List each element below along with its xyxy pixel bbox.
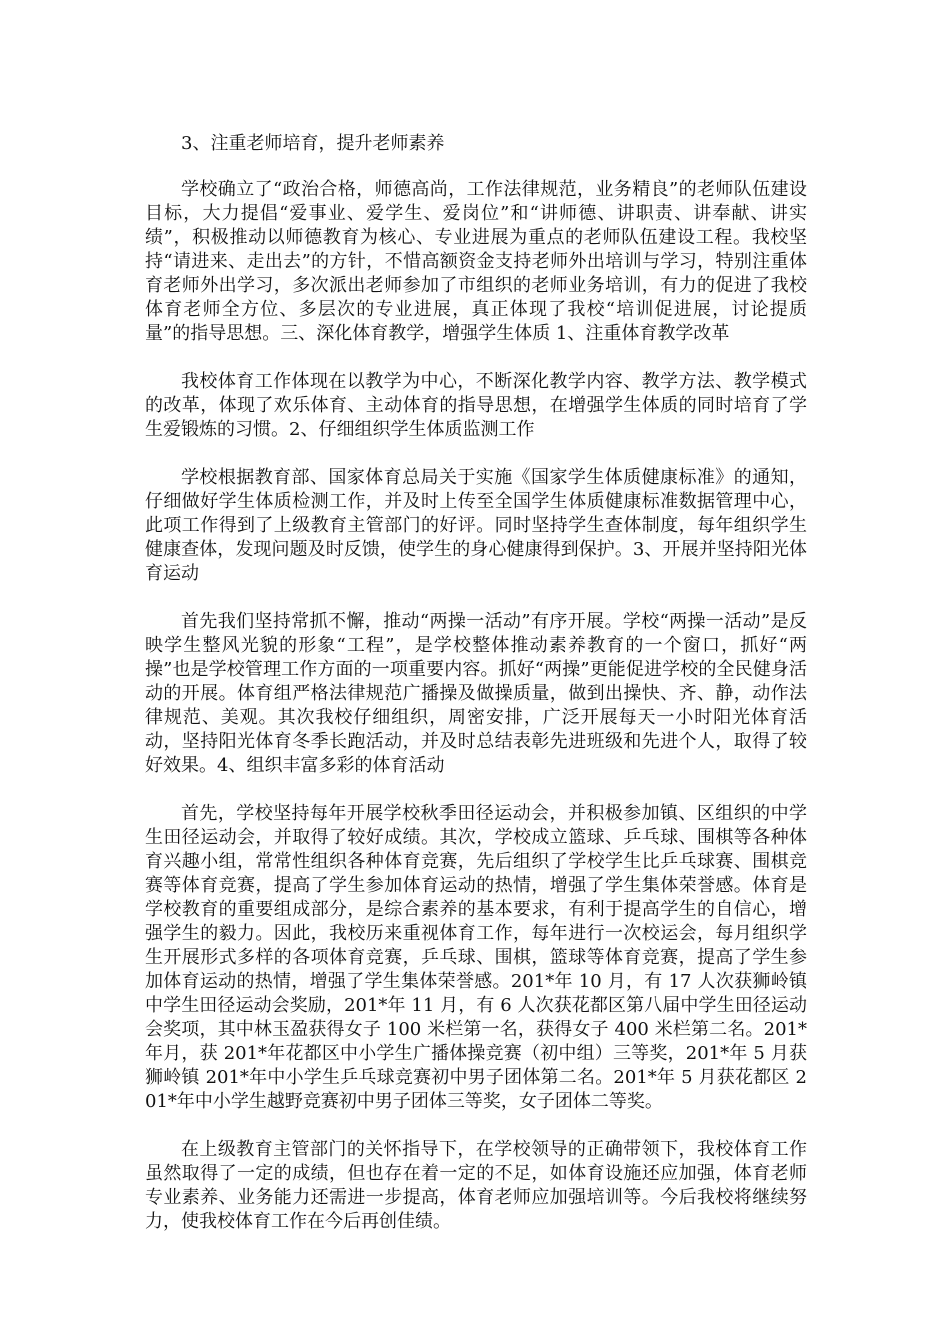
paragraph-sports-activities: 首先，学校坚持每年开展学校秋季田径运动会，并积极参加镇、区组织的中学生田径运动会，并取得了较好成绩。其次，学校成立篮球、乒乓球、围棋等各种体育兴趣小组，常常性组织各种体育竞赛，先后组织了学校学生比乒乓球赛、围棋竞赛等体育竞赛，提高了学生参加体育运动的热情，增强了学生集体荣誉感。体育是学校教育的重要组成部分，是综合素养的基本要求，有利于提高学生的自信心，增强学生的毅力。因此，我校历来重视体育工作，每年进行一次校运会，每月组织学生开展形式多样的各项体育竞赛，乒乓球、围棋，篮球等体育竞赛，提高了学生参加体育运动的热情，增强了学生集体荣誉感。201*年 10 月，有 17 人次获狮岭镇中学生田径运动会奖励，201*年 11 月，有 6 人次获花都区第八届中学生田径运动会奖项，其中林玉盈获得女子 100 米栏第一名，获得女子 400 米栏第二名。201*年月，获 201*年花都区中小学生广播体操竞赛（初中组）三等奖，201*年 5 月获狮岭镇 201*年中小学生乒乓球竞赛初中男子团体第二名。201*年 5 月获花都区 201*年中小学生越野竞赛初中男子团体三等奖，女子团体二等奖。 [145, 803, 807, 1112]
paragraph-sunshine-sports: 首先我们坚持常抓不懈，推动“两操一活动”有序开展。学校“两操一活动”是反映学生整风光貌的形象“工程”，是学校整体推动素养教育的一个窗口，抓好“两操”也是学校管理工作方面的一项重要内容。抓好“两操”更能促进学校的全民健身活动的开展。体育组严格法律规范广播操及做操质量，做到出操快、齐、静，动作法律规范、美观。其次我校仔细组织，周密安排，广泛开展每天一小时阳光体育活动，坚持阳光体育冬季长跑活动，并及时总结表彰先进班级和先进个人，取得了较好效果。4、组织丰富多彩的体育活动 [145, 611, 807, 776]
paragraph-conclusion: 在上级教育主管部门的关怀指导下，在学校领导的正确带领下，我校体育工作虽然取得了一定的成绩，但也存在着一定的不足，如体育设施还应加强，体育老师专业素养、业务能力还需进一步提高，体育老师应加强培训等。今后我校将继续努力，使我校体育工作在今后再创佳绩。 [145, 1139, 807, 1232]
document-page [145, 132, 807, 1258]
section-heading: 3、注重老师培育，提升老师素养 [181, 133, 445, 154]
paragraph-teaching-reform: 我校体育工作体现在以教学为中心，不断深化教学内容、教学方法、教学模式的改革，体现了欢乐体育、主动体育的指导思想，在增强学生体质的同时培育了学生爱锻炼的习惯。2、仔细组织学生体质监测工作 [145, 371, 807, 440]
paragraph-teacher-training: 学校确立了“政治合格，师德高尚，工作法律规范，业务精良”的老师队伍建设目标，大力提倡“爱事业、爱学生、爱岗位”和“讲师德、讲职责、讲奉献、讲实绩”，积极推动以师德教育为核心、专业进展为重点的老师队伍建设工程。我校坚持“请进来、走出去”的方针，不惜高额资金支持老师外出培训与学习，特别注重体育老师外出学习，多次派出老师参加了市组织的老师业务培训，有力的促进了我校体育老师全方位、多层次的专业进展，真正体现了我校“培训促进展，讨论提质量”的指导思想。三、深化体育教学，增强学生体质 1、注重体育教学改革 [145, 179, 807, 344]
paragraph-fitness-monitoring: 学校根据教育部、国家体育总局关于实施《国家学生体质健康标准》的通知，仔细做好学生体质检测工作，并及时上传至全国学生体质健康标准数据管理中心，此项工作得到了上级教育主管部门的好评。同时坚持学生查体制度，每年组织学生健康查体，发现问题及时反馈，使学生的身心健康得到保护。3、开展并坚持阳光体育运动 [145, 467, 807, 584]
